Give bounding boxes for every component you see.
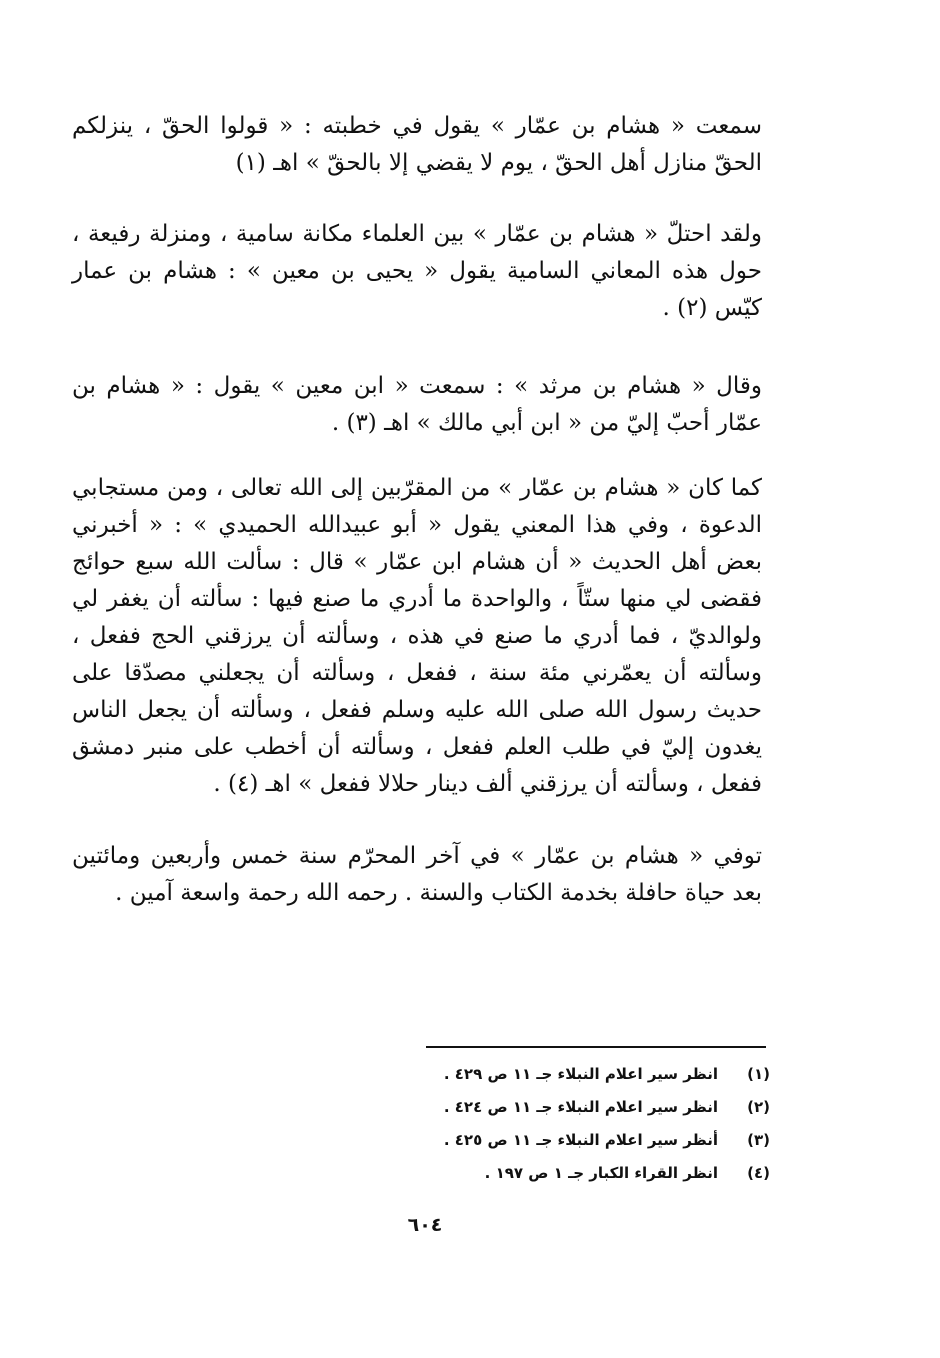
paragraph-3 [72, 368, 762, 442]
footnote-text: انظر سير اعلام النبلاء جـ ١١ ص ٤٢٩ . [443, 1065, 718, 1083]
footnote-item [440, 1124, 770, 1157]
footnote-number: (٣) [747, 1131, 770, 1149]
paragraph-2 [72, 216, 762, 327]
paragraph-2-text: ولقد احتلّ « هشام بن عمّار » بين العلماء مكانة سامية ، ومنزلة رفيعة ، حول هذه المعاني السامية يقول « يحيى بن معين » : هشام بن عمار كيّس (٢) . [72, 221, 762, 321]
footnote-item [440, 1157, 770, 1190]
footnote-item [440, 1058, 770, 1091]
footnote-divider [426, 1046, 766, 1048]
footnote-number: (٤) [747, 1164, 770, 1182]
footnote-item [440, 1091, 770, 1124]
footnotes-list [440, 1058, 770, 1190]
paragraph-4 [72, 470, 762, 803]
paragraph-1-text: سمعت « هشام بن عمّار » يقول في خطبته : « قولوا الحقّ ، ينزلكم الحقّ منازل أهل الحقّ ، يوم لا يقضي إلا بالحقّ » اهـ (١) [72, 113, 762, 176]
footnote-number: (٢) [747, 1098, 770, 1116]
footnote-text: انظر القراء الكبار جـ ١ ص ١٩٧ . [484, 1164, 718, 1182]
footnote-text: انظر سير اعلام النبلاء جـ ١١ ص ٤٢٤ . [443, 1098, 718, 1116]
paragraph-5-text: توفي « هشام بن عمّار » في آخر المحرّم سنة خمس وأربعين ومائتين بعد حياة حافلة بخدمة الكتاب والسنة . رحمه الله رحمة واسعة آمين . [72, 843, 762, 906]
page-number: ٦٠٤ [407, 1214, 443, 1236]
paragraph-3-text: وقال « هشام بن مرثد » : سمعت « ابن معين » يقول : « هشام بن عمّار أحبّ إليّ من « ابن أبي مالك » اهـ (٣) . [72, 373, 762, 436]
footnote-text: أنظر سير اعلام النبلاء جـ ١١ ص ٤٢٥ . [443, 1131, 718, 1149]
paragraph-1 [72, 108, 762, 182]
paragraph-4-text: كما كان « هشام بن عمّار » من المقرّبين إلى الله تعالى ، ومن مستجابي الدعوة ، وفي هذا المعني يقول « أبو عبيدالله الحميدي » : « أخبرني بعض أهل الحديث « أن هشام ابن عمّار » قال : سألت الله سبع حوائج فقضى لي منها ستّاً ، والواحدة ما أدري ما صنع فيها : سألته أن يغفر لي ولوالديّ ، فما أدري ما صنع في هذه ، وسألته أن يرزقني الحج ففعل ، وسألته أن يعمّرني مئة سنة ، ففعل ، وسألته أن يجعلني مصدّقا على حديث رسول الله صلى الله عليه وسلم ففعل ، وسألته أن يجعل الناس يغدون إليّ في طلب العلم ففعل ، وسألته أن أخطب على منبر دمشق ففعل ، وسألته أن يرزقني ألف دينار حلالا ففعل » اهـ (٤) . [72, 475, 762, 797]
paragraph-5 [72, 838, 762, 912]
footnote-number: (١) [747, 1065, 770, 1083]
